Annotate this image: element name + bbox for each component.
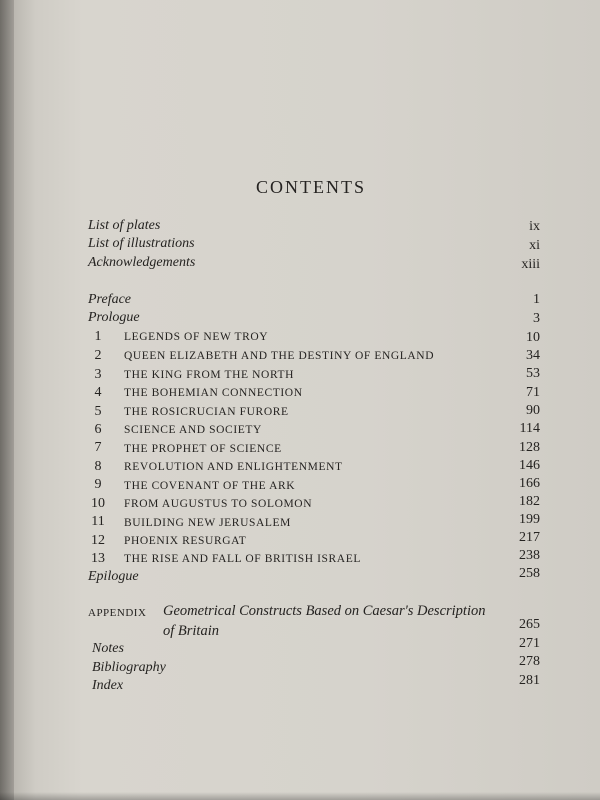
chapter-number: 11 [91,514,105,529]
appendix-title: Geometrical Constructs Based on Caesar's Description [163,603,486,619]
chapter-page: 90 [526,403,540,418]
chapter-page: 34 [526,348,540,363]
chapter-page: 114 [519,421,540,436]
chapter-number: 5 [94,404,102,419]
chapter-page: 53 [526,366,540,381]
toc-entry-label: Index [92,678,124,693]
chapter-number: 2 [94,348,102,363]
toc-entry-page: 3 [533,311,540,326]
page-edge-shadow [0,792,600,800]
toc-entry-page: 1 [533,292,540,307]
chapter-page: 166 [519,476,540,491]
chapter-page: 182 [519,494,540,509]
chapter-number: 6 [94,422,102,437]
appendix-title-continued: of Britain [163,623,219,639]
toc-entry-label: Notes [92,641,124,656]
chapter-number: 3 [94,367,102,382]
page-title: CONTENTS [256,177,366,197]
toc-entry-label: Bibliography [92,660,166,675]
toc-entry-label: List of plates [88,218,161,233]
toc-entry-page: 271 [519,636,540,651]
chapter-number: 10 [91,496,105,511]
chapter-number: 1 [94,329,102,344]
toc-entry-page: 258 [519,566,540,581]
chapter-page: 199 [519,512,540,527]
chapter-page: 71 [526,385,540,400]
chapter-title: REVOLUTION AND ENLIGHTENMENT [124,461,343,473]
toc-entry-page: xi [529,238,540,253]
toc-entry-page: 278 [519,654,540,669]
chapter-title: THE COVENANT OF THE ARK [124,480,296,492]
toc-entry-page: ix [529,219,540,234]
toc-entry-label: Prologue [88,310,140,325]
chapter-page: 238 [519,548,540,563]
chapter-page: 128 [519,440,540,455]
chapter-title: THE KING FROM THE NORTH [124,369,295,381]
chapter-title: QUEEN ELIZABETH AND THE DESTINY OF ENGLAND [124,350,435,362]
toc-entry-page: xiii [521,257,540,272]
toc-entry-page: 281 [519,673,540,688]
chapter-page: 146 [519,458,540,473]
chapter-page: 10 [526,330,540,345]
chapter-number: 8 [94,459,102,474]
toc-entry-label: Epilogue [88,569,139,584]
chapter-title: THE PROPHET OF SCIENCE [124,443,282,455]
appendix-prefix: APPENDIX [88,607,147,619]
chapter-number: 9 [94,477,102,492]
chapter-page: 217 [519,530,540,545]
chapter-number: 4 [94,385,102,400]
toc-entry-label: Acknowledgements [88,255,196,270]
chapter-title: THE ROSICRUCIAN FURORE [124,406,289,418]
chapter-title: PHOENIX RESURGAT [124,535,247,547]
chapter-number: 13 [91,551,105,566]
toc-entry-label: Preface [88,292,132,307]
toc-entry-label: List of illustrations [88,236,195,251]
chapter-number: 12 [91,533,105,548]
chapter-title: BUILDING NEW JERUSALEM [124,517,291,529]
chapter-title: THE RISE AND FALL OF BRITISH ISRAEL [124,553,361,565]
chapter-title: THE BOHEMIAN CONNECTION [124,387,303,399]
book-spine [0,0,14,800]
appendix-page: 265 [519,617,540,632]
chapter-number: 7 [94,440,102,455]
chapter-title: LEGENDS OF NEW TROY [124,331,269,343]
chapter-title: SCIENCE AND SOCIETY [124,424,262,436]
chapter-title: FROM AUGUSTUS TO SOLOMON [124,498,313,510]
